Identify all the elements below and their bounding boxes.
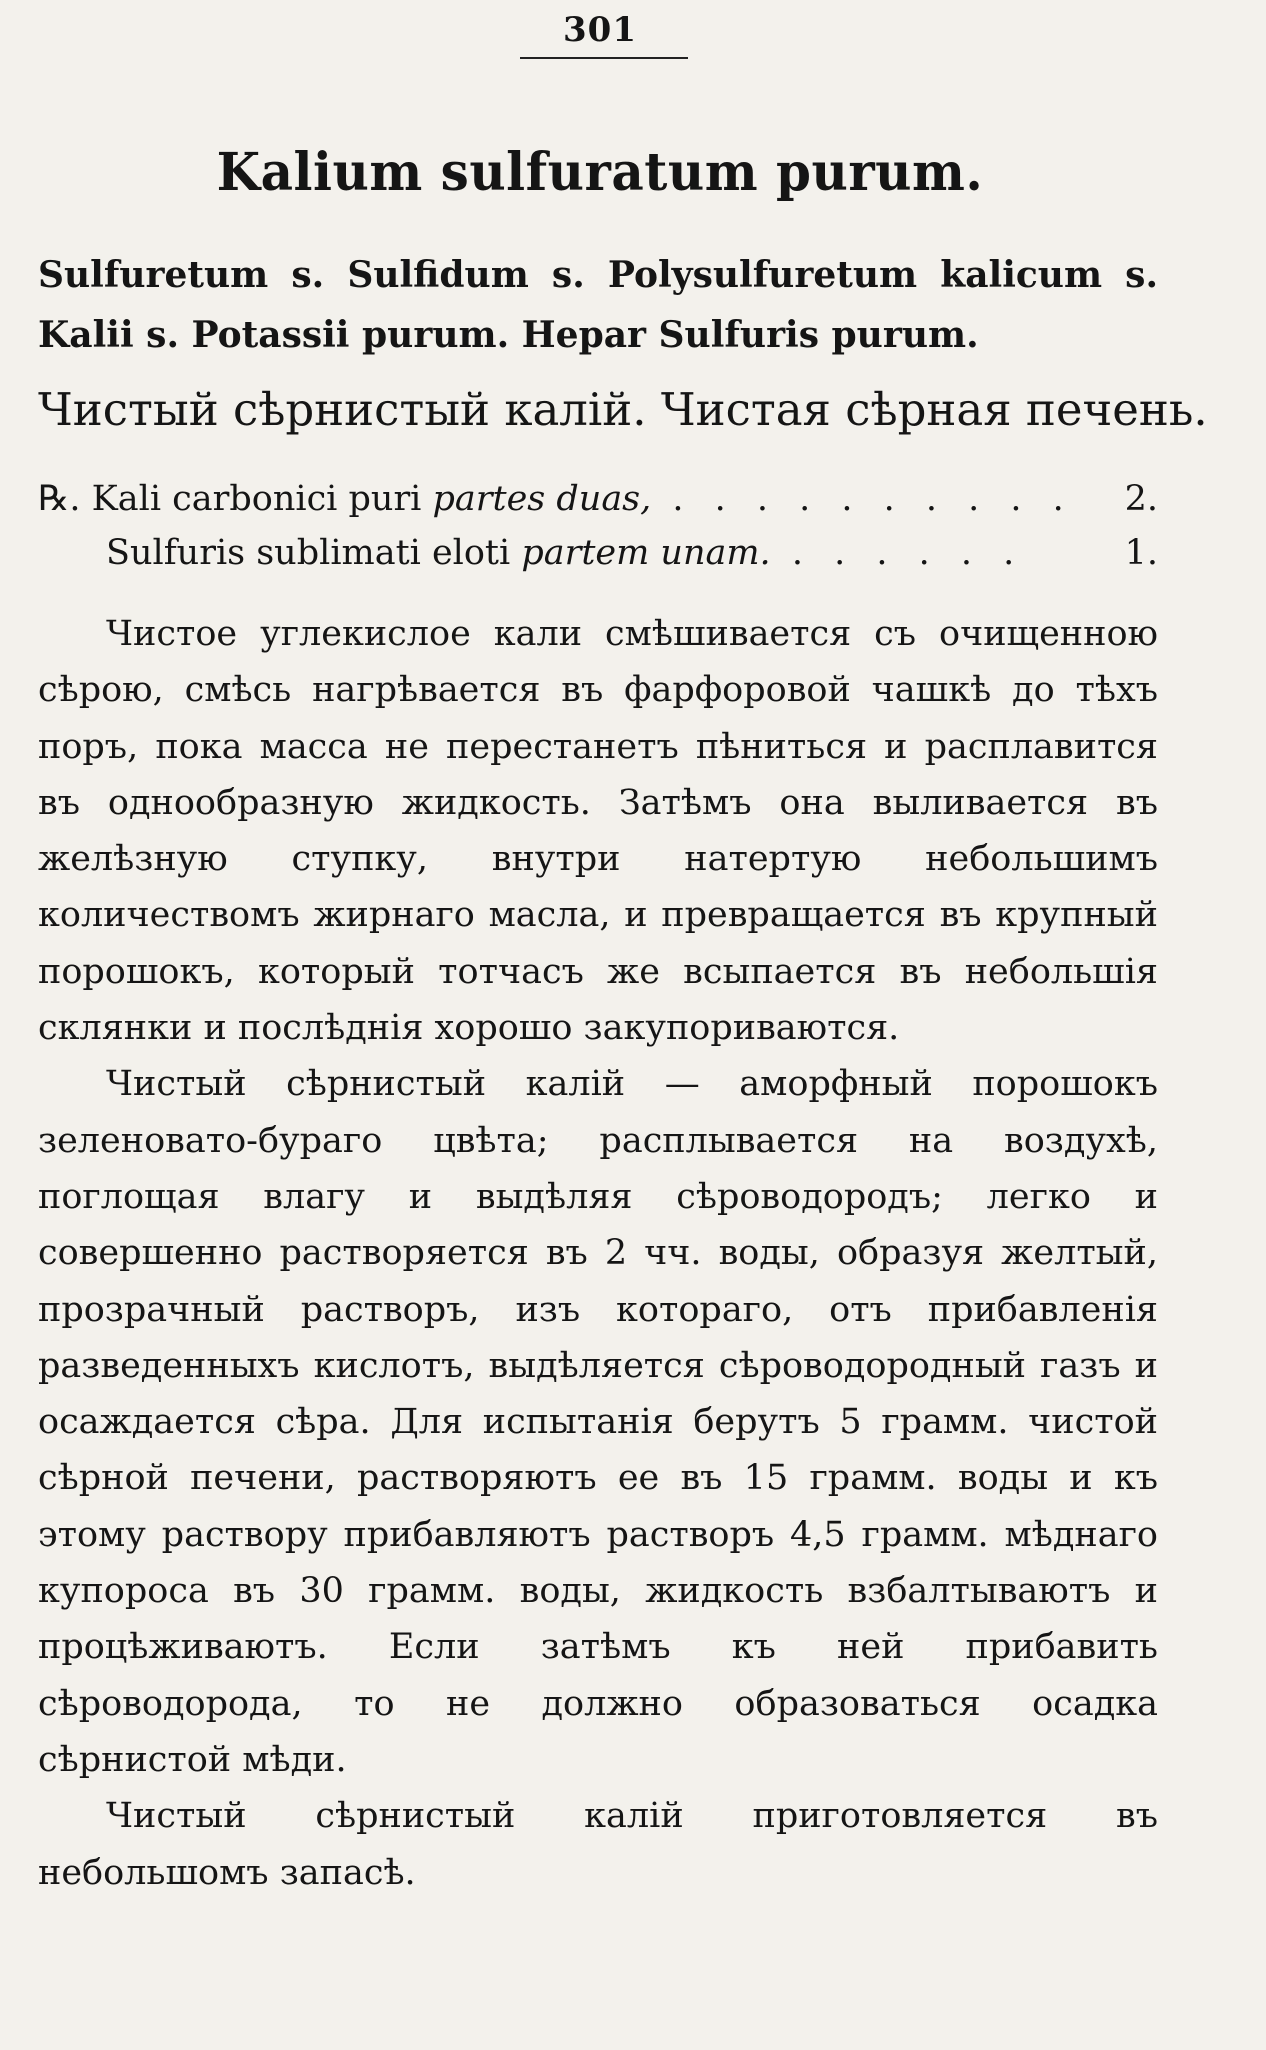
recipe-prefix: ℞. — [38, 479, 92, 519]
formula-dots: . . . . . . . . . . — [651, 479, 1074, 519]
formula-amount: partes duas, — [432, 479, 652, 519]
page-number: 301 — [563, 10, 637, 50]
formula-recipe — [106, 526, 1024, 580]
formula-amount: partem unam. — [521, 533, 771, 573]
recipe-formula — [38, 472, 1158, 580]
body-text — [38, 606, 1158, 1901]
formula-line — [38, 526, 1158, 580]
formula-substance: Kali carbonici puri — [91, 479, 433, 519]
formula-substance: Sulfuris sublimati eloti — [106, 533, 522, 573]
latin-synonyms: Sulfuretum s. Sulfidum s. Polysulfuretum kalicum s. Kalii s. Potassii purum. Hepar Sulfuris purum. — [38, 254, 1158, 356]
russian-title: Чистый сѣрнистый калій. Чистая сѣрная печень. — [38, 383, 1208, 436]
formula-line — [38, 472, 1158, 526]
paragraph-storage: Чистый сѣрнистый калій приготовляется въ небольшомъ запасѣ. — [38, 1796, 1158, 1893]
article-title: Kalium sulfuratum purum. — [216, 140, 984, 203]
header-rule — [520, 57, 688, 59]
formula-quantity: 1. — [1124, 533, 1158, 573]
formula-quantity: 2. — [1124, 479, 1158, 519]
paragraph-properties: Чистый сѣрнистый калій — аморфный порошокъ зеленовато-бураго цвѣта; расплывается на воздухѣ, поглощая влагу и выдѣляя сѣроводородъ; легко и совершенно растворяется въ 2 чч. воды, образуя желтый, прозрачный растворъ, изъ котораго, отъ прибавленія разведенныхъ кислотъ, выдѣляется сѣроводородный газъ и осаждается сѣра. Для испытанія берутъ 5 грамм. чистой сѣрной печени, растворяютъ ее въ 15 грамм. воды и къ этому раствору прибавляютъ растворъ 4,5 грамм. мѣднаго купороса въ 30 грамм. воды, жидкость взбалтываютъ и процѣживаютъ. Если затѣмъ къ ней прибавить сѣроводорода, то не должно образоваться осадка сѣрнистой мѣди. — [38, 1064, 1158, 1780]
paragraph-preparation: Чистое углекислое кали смѣшивается съ очищенною сѣрою, смѣсь нагрѣвается въ фарфоровой чашкѣ до тѣхъ поръ, пока масса не перестанетъ пѣниться и расплавится въ однообразную жидкость. Затѣмъ она выливается въ желѣзную ступку, внутри натертую небольшимъ количествомъ жирнаго масла, и превращается въ крупный порошокъ, который тотчасъ же всыпается въ небольшія склянки и послѣднія хорошо закупориваются. — [38, 614, 1158, 1049]
formula-recipe — [38, 472, 1074, 526]
formula-dots: . . . . . . — [770, 533, 1025, 573]
